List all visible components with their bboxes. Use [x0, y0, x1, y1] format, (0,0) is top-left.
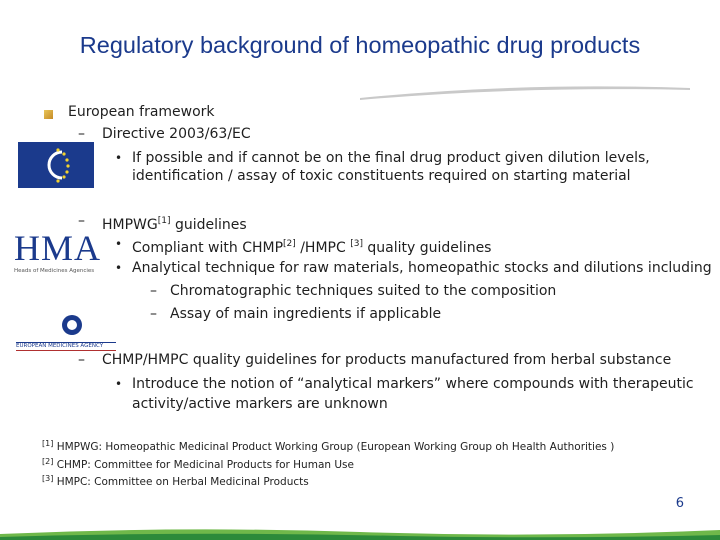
dot-bullet: •: [115, 151, 123, 165]
chmp-hmpc-text: CHMP/HMPC quality guidelines for products manufactured from herbal substance: [102, 352, 672, 368]
dash-bullet: –: [78, 126, 85, 142]
page-number: 6: [675, 496, 684, 511]
dash-bullet: –: [78, 352, 85, 368]
dash-bullet: –: [150, 306, 157, 322]
directive-bullet-line1: If possible and if cannot be on the final drug product given dilution levels,: [132, 150, 650, 166]
footnote-3: [3] HMPC: Committee on Herbal Medicinal Products: [42, 474, 309, 488]
footer-wave-decoration: [0, 526, 720, 540]
ema-logo: EUROPEAN MEDICINES AGENCY: [12, 312, 120, 356]
square-bullet-icon: [44, 110, 53, 119]
title-underline-swoosh: [360, 80, 690, 102]
introduce-line1: Introduce the notion of “analytical markers” where compounds with therapeutic: [132, 376, 694, 392]
hma-logo: HMA Heads of Medicines Agencies: [14, 228, 102, 274]
chromatographic-text: Chromatographic techniques suited to the composition: [170, 283, 557, 299]
dot-bullet: •: [115, 261, 123, 275]
directive-bullet-line2: identification / assay of toxic constituents required on starting material: [132, 168, 631, 184]
compliant-text: Compliant with CHMP[2] /HMPC [3] quality guidelines: [132, 239, 492, 256]
analytical-text: Analytical technique for raw materials, homeopathic stocks and dilutions including: [132, 260, 712, 276]
assay-text: Assay of main ingredients if applicable: [170, 306, 442, 322]
european-framework-heading: European framework: [68, 104, 215, 120]
footnote-2: [2] CHMP: Committee for Medicinal Products for Human Use: [42, 457, 354, 471]
page-title: Regulatory background of homeopathic drug products: [79, 32, 641, 58]
dash-bullet: –: [78, 213, 85, 229]
footnote-1: [1] HMPWG: Homeopathic Medicinal Product Working Group (European Working Group oh Health Authorities ): [42, 439, 615, 453]
council-of-europe-logo: [18, 142, 94, 188]
hmpwg-guidelines-text: HMPWG[1] guidelines: [102, 216, 247, 233]
directive-text: Directive 2003/63/EC: [102, 126, 251, 142]
dot-bullet: •: [115, 237, 123, 251]
dash-bullet: –: [150, 283, 157, 299]
dot-bullet: •: [115, 377, 123, 391]
introduce-line2: activity/active markers are unknown: [132, 396, 388, 412]
